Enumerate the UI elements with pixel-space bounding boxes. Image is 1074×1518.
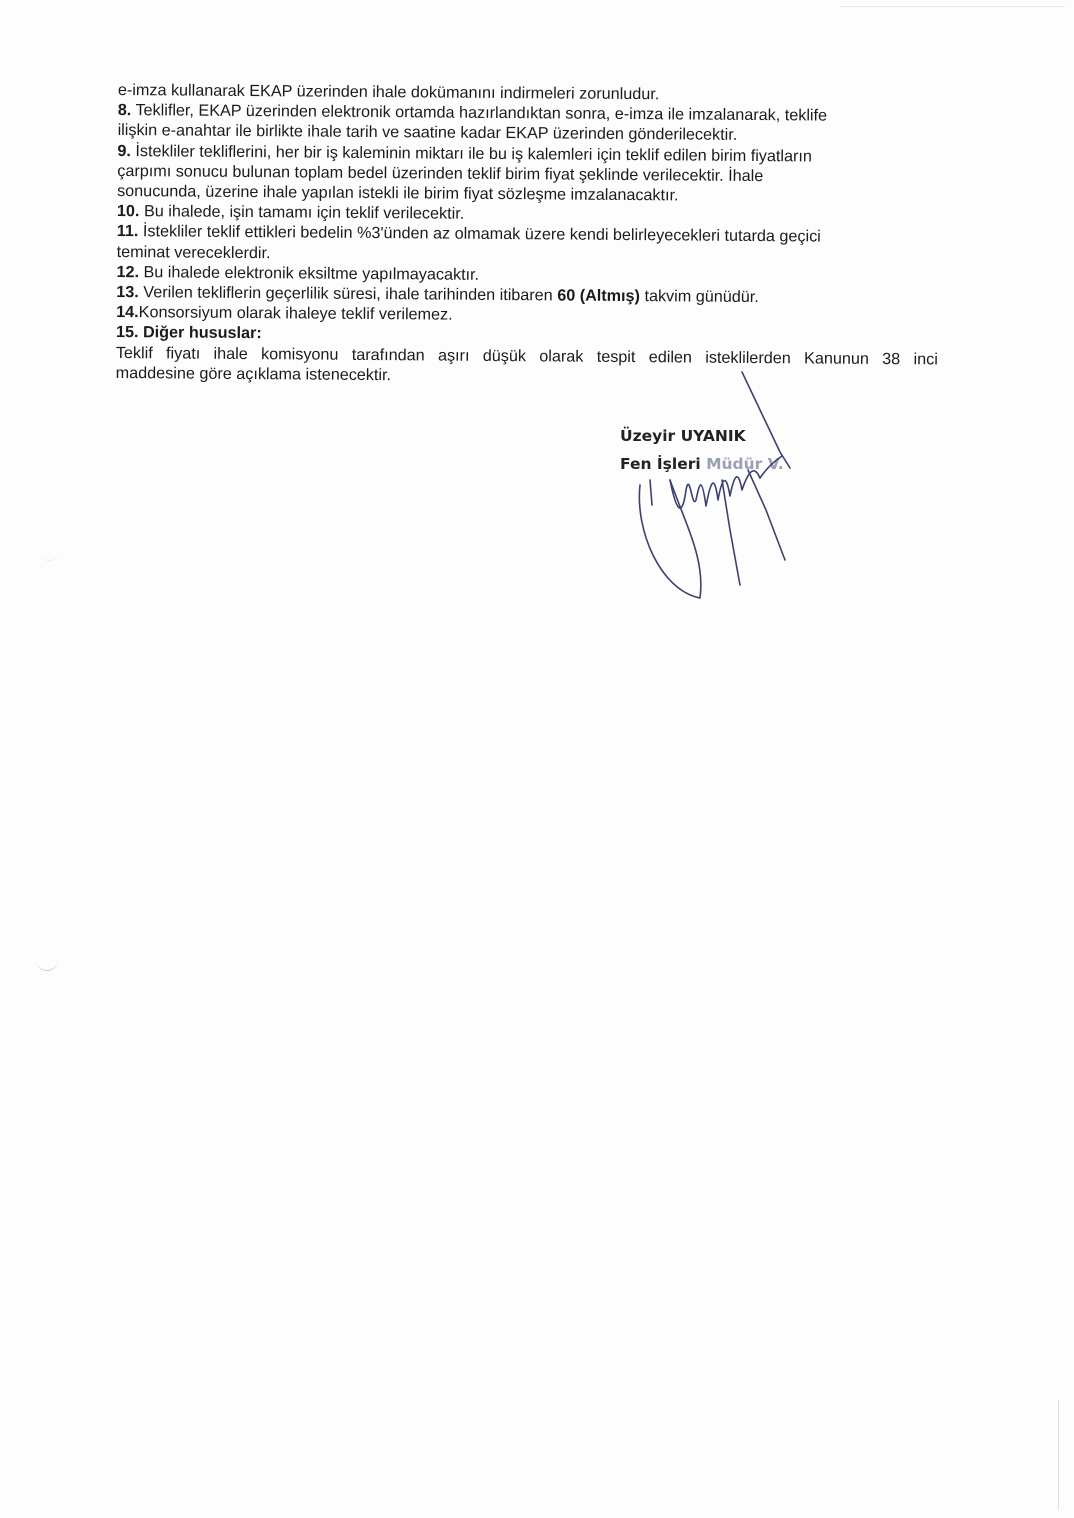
list-item-13: 13. Verilen tekliflerin geçerlilik süresi, ihale tarihinden itibaren 60 (Altmış) takvim günüdür. (116, 283, 759, 307)
section-heading: 15. Diğer hususlar: (115, 323, 262, 343)
list-item-10: 10. Bu ihalede, işin tamamı için teklif verilecektir. (116, 202, 465, 223)
handwritten-signature (630, 360, 810, 610)
signatory-title-faded: Müdür V. (706, 455, 784, 473)
text-line: sonucunda, üzerine ihale yapılan istekli ile birim fiyat sözleşme imzalanacaktır. (117, 182, 679, 205)
signatory-title: Fen İşleri Müdür V. (620, 455, 784, 473)
list-item-11: 11. İstekliler teklif ettikleri bedelin %3'ünden az olmamak üzere kendi belirleyecekleri tutarda geçici (116, 222, 821, 246)
text-line: e-imza kullanarak EKAP üzerinden ihale dokümanını indirmeleri zorunludur. (117, 80, 660, 104)
text-line: teminat vereceklerdir. (116, 242, 271, 262)
list-item-12: 12. Bu ihalede elektronik eksiltme yapılmayacaktır. (116, 262, 480, 284)
document-body (116, 80, 940, 389)
text-line: ilişkin e-anahtar ile birlikte ihale tarih ve saatine kadar EKAP üzerinden gönderilecektir. (117, 121, 738, 145)
list-item-8: 8. Teklifler, EKAP üzerinden elektronik ortamda hazırlandıktan sonra, e-imza ile imzalanarak, teklife (117, 101, 828, 125)
text-line: çarpımı sonucu bulunan toplam bedel üzerinden teklif birim fiyat şeklinde verilecektir. İhale (117, 161, 764, 185)
punch-hole-mark-top (38, 548, 60, 561)
punch-hole-mark-bottom (36, 958, 58, 971)
scan-edge-right (1058, 1400, 1059, 1510)
closing-paragraph-line: Teklif fiyatı ihale komisyonu tarafından aşırı düşük olarak tespit edilen isteklilerden Kanunun 38 inci (115, 343, 938, 369)
list-item-14: 14.Konsorsiyum olarak ihaleye teklif verilemez. (116, 303, 453, 324)
signatory-name: Üzeyir UYANIK (620, 427, 746, 445)
scan-edge-top (840, 6, 1065, 7)
list-item-9: 9. İstekliler tekliflerini, her bir iş kaleminin miktarı ile bu iş kalemleri için teklif edilen birim fiyatların (117, 141, 813, 166)
closing-paragraph-line: maddesine göre açıklama istenecektir. (115, 363, 392, 384)
